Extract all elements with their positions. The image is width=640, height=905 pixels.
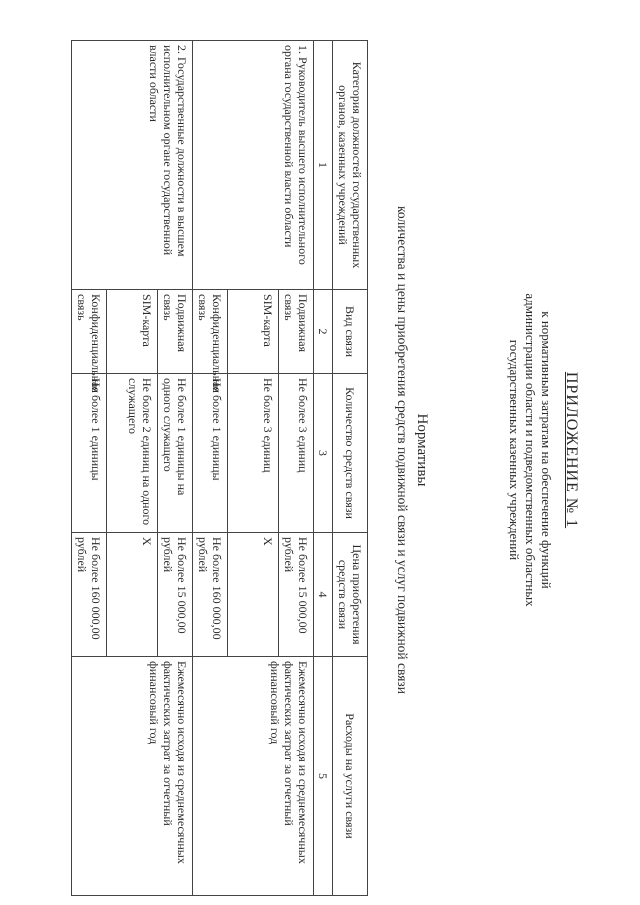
quantity-cell: Не более 1 единицы [193, 374, 228, 533]
price-cell: Не более 160 000,00 рублей [72, 533, 107, 657]
category-cell: 2. Государственные должности в высшем исполнительном органе государственной власти области [72, 41, 193, 290]
norms-table [71, 40, 368, 896]
type-cell: Конфиденциальная связь [72, 290, 107, 374]
appendix-subtitle [506, 10, 554, 890]
table-row [158, 41, 193, 896]
category-cell: 1. Руководитель высшего исполнительного органа государственной власти области [193, 41, 314, 290]
expenses-cell: Ежемесячно исходя из среднемесячных фактических затрат за отчетный финансовый год [193, 657, 314, 896]
type-cell: SIM-карта [107, 290, 158, 374]
header-quantity: Количество средств связи [333, 374, 368, 533]
column-number: 5 [314, 657, 333, 896]
rotated-page [10, 10, 590, 890]
column-number: 2 [314, 290, 333, 374]
type-cell: Конфиденциальная связь [193, 290, 228, 374]
quantity-cell: Не более 1 единицы [72, 374, 107, 533]
quantity-cell: Не более 3 единиц [279, 374, 314, 533]
quantity-cell: Не более 3 единиц [228, 374, 279, 533]
type-cell: Подвижная связь [158, 290, 193, 374]
price-cell: Не более 15 000,00 рублей [158, 533, 193, 657]
price-cell: Не более 15 000,00 рублей [279, 533, 314, 657]
price-cell: X [228, 533, 279, 657]
price-cell: Не более 160 000,00 рублей [193, 533, 228, 657]
document-header [370, 10, 590, 890]
header-type: Вид связи [333, 290, 368, 374]
column-number: 1 [314, 41, 333, 290]
normative-subtitle: количества и цены приобретения средств подвижной связи и услуг подвижной связи [395, 206, 410, 694]
table-row [279, 41, 314, 896]
header-expenses: Расходы на услуги связи [333, 657, 368, 896]
norms-table-container [71, 40, 368, 864]
normative-title: Нормативы [414, 413, 430, 487]
appendix-subtitle-line: к нормативным затратам на обеспечение функций [539, 311, 554, 589]
appendix-subtitle-line: администрации области и подведомственных областных [523, 293, 538, 607]
price-cell: X [107, 533, 158, 657]
header-price: Цена приобретения средств связи [333, 533, 368, 657]
appendix-title: ПРИЛОЖЕНИЕ № 1 [563, 371, 580, 529]
column-number: 3 [314, 374, 333, 533]
table-header-row [333, 41, 368, 896]
quantity-cell: Не более 1 единицы на одного служащего [158, 374, 193, 533]
column-number: 4 [314, 533, 333, 657]
type-cell: Подвижная связь [279, 290, 314, 374]
expenses-cell: Ежемесячно исходя из среднемесячных фактических затрат за отчетный финансовый год [72, 657, 193, 896]
column-number-row [314, 41, 333, 896]
type-cell: SIM-карта [228, 290, 279, 374]
appendix-subtitle-line: государственных казенных учреждений [507, 339, 522, 561]
header-category: Категория должностей государственных органов, казенных учреждений [333, 41, 368, 290]
quantity-cell: Не более 2 единиц на одного служащего [107, 374, 158, 533]
